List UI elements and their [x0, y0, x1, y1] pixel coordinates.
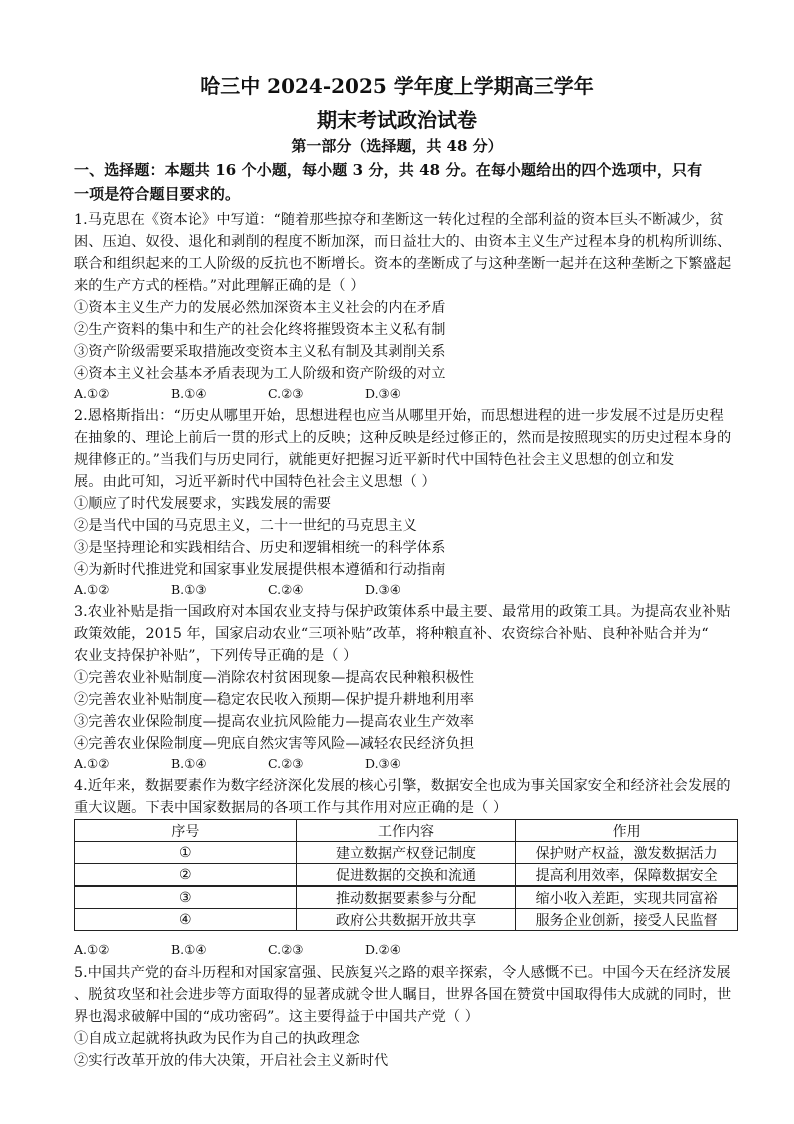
- q3-item: ④完善农业保险制度—兜底自然灾害等风险—减轻农民经济负担: [74, 736, 475, 752]
- exam-title-line2: 期末考试政治试卷: [317, 108, 477, 132]
- q1-item: ④资本主义社会基本矛盾表现为工人阶级和资产阶级的对立: [74, 366, 446, 382]
- table-header-cell: 序号: [75, 820, 297, 842]
- q3-stem-line: 农业支持保护补贴”，下列传导正确的是（ ）: [74, 648, 358, 664]
- table-cell: 促进数据的交换和流通: [296, 864, 516, 887]
- q2-item: ③是坚持理论和实践相结合、历史和逻辑相统一的科学体系: [74, 540, 446, 556]
- table-cell: 建立数据产权登记制度: [296, 842, 516, 864]
- option-c[interactable]: C.②③: [268, 942, 304, 957]
- option-b[interactable]: B.①④: [171, 386, 207, 401]
- q1-item: ②生产资料的集中和生产的社会化终将摧毁资本主义私有制: [74, 322, 446, 338]
- q2-stem-line: 展。由此可知，习近平新时代中国特色社会主义思想（ ）: [74, 474, 436, 490]
- table-cell: ②: [75, 864, 297, 887]
- q5-stem-line: 、脱贫攻坚和社会进步等方面取得的显著成就令世人瞩目，世界各国在赞赏中国取得伟大成就的同时，世: [74, 987, 732, 1003]
- q4-options: [74, 942, 462, 957]
- q3-stem-line: 3.农业补贴是指一国政府对本国农业支持与保护政策体系中最主要、最常用的政策工具。为提高农业补贴: [74, 604, 731, 620]
- option-b[interactable]: B.①③: [171, 582, 207, 597]
- table-cell: 推动数据要素参与分配: [296, 886, 516, 909]
- section-instruction-line2: 一项是符合题目要求的。: [74, 185, 241, 203]
- q2-stem-line: 规律修正的。”当我们与历史同行，就能更好把握习近平新时代中国特色社会主义思想的创立和发: [74, 452, 675, 468]
- table-row: [75, 909, 738, 931]
- table-header-row: [75, 820, 738, 842]
- q3-item: ③完善农业保险制度—提高农业抗风险能力—提高农业生产效率: [74, 714, 475, 730]
- q5-item: ①自成立起就将执政为民作为自己的执政理念: [74, 1031, 360, 1047]
- q3-stem-line: 政策效能，2015 年，国家启动农业“三项补贴”改革，将种粮直补、农资综合补贴、良种补贴合并为“: [74, 626, 709, 642]
- q5-stem-line: 5.中国共产党的奋斗历程和对国家富强、民族复兴之路的艰辛探索，令人感慨不已。中国今天在经济发展: [74, 965, 731, 981]
- q2-item: ①顺应了时代发展要求，实践发展的需要: [74, 496, 332, 512]
- q2-options: [74, 582, 462, 597]
- q3-item: ②完善农业补贴制度—稳定农民收入预期—保护提升耕地利用率: [74, 692, 475, 708]
- option-d[interactable]: D.③④: [365, 386, 401, 401]
- option-d[interactable]: D.③④: [365, 756, 401, 771]
- option-a[interactable]: A.①②: [74, 386, 110, 401]
- table-cell: 缩小收入差距，实现共同富裕: [516, 886, 738, 909]
- q2-item: ②是当代中国的马克思主义，二十一世纪的马克思主义: [74, 518, 417, 534]
- table-cell: 保护财产权益，激发数据活力: [516, 842, 738, 864]
- q1-stem-line: 来的生产方式的桎梏。”对此理解正确的是（ ）: [74, 278, 365, 294]
- q3-options: [74, 756, 462, 771]
- table-row: [75, 886, 738, 909]
- q2-stem-line: 2.恩格斯指出：“历史从哪里开始，思想进程也应当从哪里开始，而思想进程的进一步发展不过是历史程: [74, 408, 724, 424]
- option-c[interactable]: C.②④: [268, 582, 304, 597]
- option-b[interactable]: B.①④: [171, 942, 207, 957]
- table-header-cell: 工作内容: [296, 820, 516, 842]
- option-a[interactable]: A.①②: [74, 756, 110, 771]
- q5-stem-line: 界也渴求破解中国的“成功密码”。这主要得益于中国共产党（ ）: [74, 1009, 480, 1025]
- table-cell: 服务企业创新，接受人民监督: [516, 909, 738, 931]
- option-a[interactable]: A.①②: [74, 582, 110, 597]
- table-cell: ④: [75, 909, 297, 931]
- q1-item: ①资本主义生产力的发展必然加深资本主义社会的内在矛盾: [74, 300, 446, 316]
- table-row: [75, 864, 738, 887]
- q1-stem-line: 困、压迫、奴役、退化和剥削的程度不断加深，而日益壮大的、由资本主义生产过程本身的机构所训练、: [74, 234, 732, 250]
- table-cell: ①: [75, 842, 297, 864]
- q4-table: [74, 819, 738, 931]
- option-c[interactable]: C.②③: [268, 756, 304, 771]
- part-heading: 第一部分（选择题，共 48 分）: [291, 137, 503, 155]
- section-instruction-line1: 一、选择题：本题共 16 个小题，每小题 3 分，共 48 分。在每小题给出的四个选项中，只有: [74, 161, 703, 179]
- option-b[interactable]: B.①④: [171, 756, 207, 771]
- option-d[interactable]: D.②④: [365, 942, 401, 957]
- q4-stem-line: 4.近年来，数据要素作为数字经济深化发展的核心引擎，数据安全也成为事关国家安全和经济社会发展的: [74, 778, 731, 794]
- q2-stem-line: 在抽象的、理论上前后一贯的形式上的反映；这种反映是经过修正的，然而是按照现实的历史过程本身的: [74, 430, 732, 446]
- table-header-cell: 作用: [516, 820, 738, 842]
- q1-item: ③资产阶级需要采取措施改变资本主义私有制及其剥削关系: [74, 344, 446, 360]
- q4-stem-line: 重大议题。下表中国家数据局的各项工作与其作用对应正确的是（ ）: [74, 800, 508, 816]
- table-cell: 政府公共数据开放共享: [296, 909, 516, 931]
- table-row: [75, 842, 738, 864]
- q5-item: ②实行改革开放的伟大决策，开启社会主义新时代: [74, 1053, 389, 1069]
- exam-title-line1: 哈三中 2024-2025 学年度上学期高三学年: [200, 74, 594, 98]
- q1-stem-line: 联合和组织起来的工人阶级的反抗也不断增长。资本的垄断成了与这种垄断一起并在这种垄断之下繁盛起: [74, 256, 732, 272]
- table-cell: ③: [75, 886, 297, 909]
- q3-item: ①完善农业补贴制度—消除农村贫困现象—提高农民种粮积极性: [74, 670, 475, 686]
- q2-item: ④为新时代推进党和国家事业发展提供根本遵循和行动指南: [74, 562, 446, 578]
- option-c[interactable]: C.②③: [268, 386, 304, 401]
- option-a[interactable]: A.①②: [74, 942, 110, 957]
- q1-options: [74, 386, 462, 401]
- q1-stem-line: 1.马克思在《资本论》中写道：“随着那些掠夺和垄断这一转化过程的全部利益的资本巨头不断减少，贫: [74, 212, 724, 228]
- option-d[interactable]: D.③④: [365, 582, 401, 597]
- table-cell: 提高利用效率，保障数据安全: [516, 864, 738, 887]
